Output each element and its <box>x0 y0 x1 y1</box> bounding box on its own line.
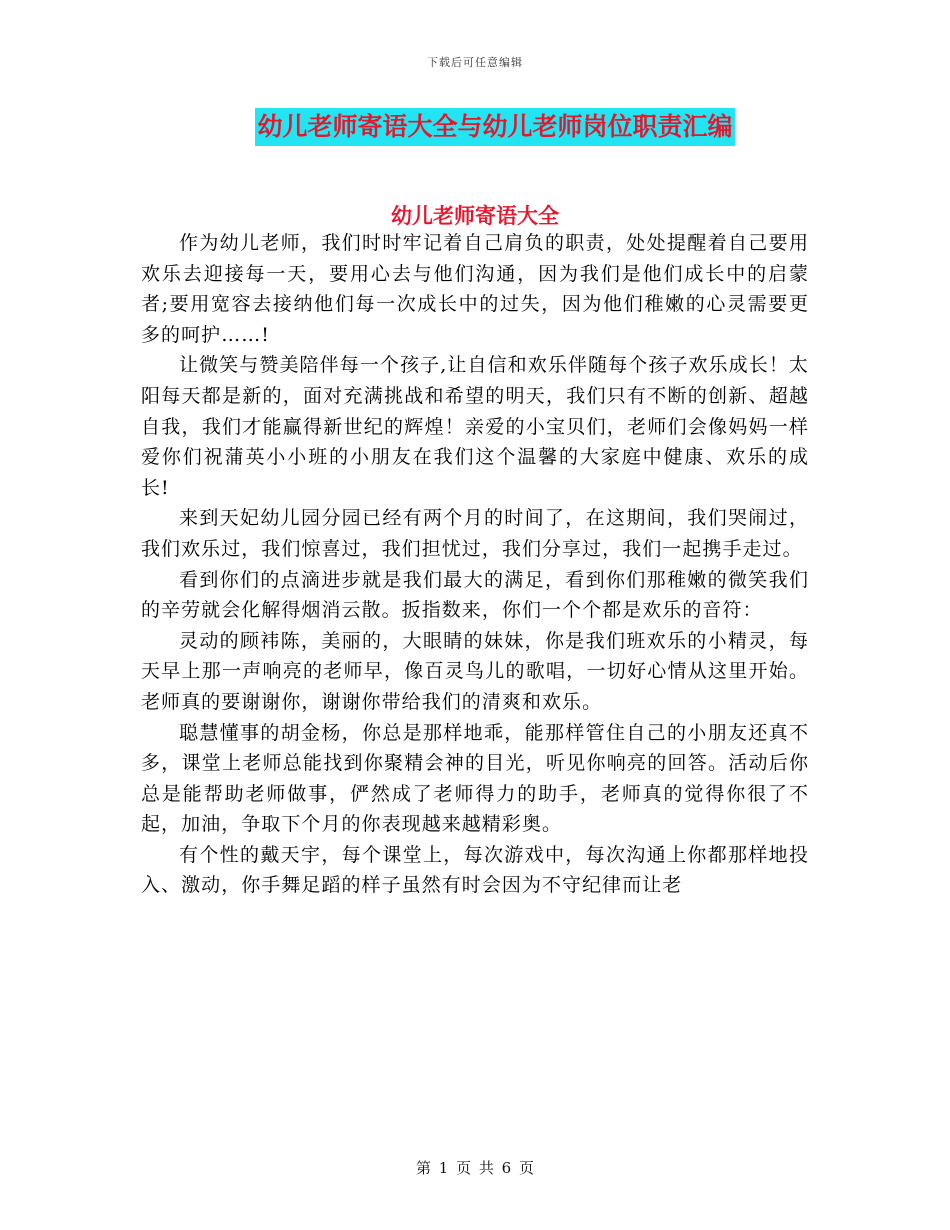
document-body <box>141 228 809 901</box>
paragraph: 聪慧懂事的胡金杨，你总是那样地乖，能那样管住自己的小朋友还真不多，课堂上老师总能找到你聚精会神的目光，听见你响亮的回答。活动后你总是能帮助老师做事，俨然成了老师得力的助手，老师真的觉得你很了不起，加油，争取下个月的你表现越来越精彩奥。 <box>141 721 809 836</box>
paragraph: 让微笑与赞美陪伴每一个孩子,让自信和欢乐伴随每个孩子欢乐成长！太阳每天都是新的，面对充满挑战和希望的明天，我们只有不断的创新、超越自我，我们才能赢得新世纪的辉煌！亲爱的小宝贝们，老师们会像妈妈一样爱你们祝蒲英小小班的小朋友在我们这个温馨的大家庭中健康、欢乐的成长! <box>141 354 809 499</box>
page-number: 第 1 页 共 6 页 <box>416 1159 534 1177</box>
paragraph: 作为幼儿老师，我们时时牢记着自己肩负的职责，处处提醒着自己要用欢乐去迎接每一天，要用心去与他们沟通，因为我们是他们成长中的启蒙者;要用宽容去接纳他们每一次成长中的过失，因为他们稚嫩的心灵需要更多的呵护……! <box>141 232 809 346</box>
paragraph: 来到天妃幼儿园分园已经有两个月的时间了，在这期间，我们哭闹过，我们欢乐过，我们惊喜过，我们担忧过，我们分享过，我们一起携手走过。 <box>141 507 809 560</box>
paragraph: 看到你们的点滴进步就是我们最大的满足，看到你们那稚嫩的微笑我们的辛劳就会化解得烟消云散。扳指数来，你们一个个都是欢乐的音符： <box>141 568 809 622</box>
title-container <box>0 108 950 146</box>
section-title: 幼儿老师寄语大全 <box>391 204 559 228</box>
document-title: 幼儿老师寄语大全与幼儿老师岗位职责汇编 <box>255 108 734 146</box>
page-header-note: 下载后可任意编辑 <box>427 56 523 69</box>
paragraph: 灵动的顾袆陈，美丽的，大眼睛的妹妹，你是我们班欢乐的小精灵，每天早上那一声响亮的老师早，像百灵鸟儿的歌唱，一切好心情从这里开始。老师真的要谢谢你，谢谢你带给我们的清爽和欢乐。 <box>141 629 809 713</box>
paragraph: 有个性的戴天宇，每个课堂上，每次游戏中，每次沟通上你都那样地投入、激动，你手舞足蹈的样子虽然有时会因为不守纪律而让老 <box>141 843 809 897</box>
